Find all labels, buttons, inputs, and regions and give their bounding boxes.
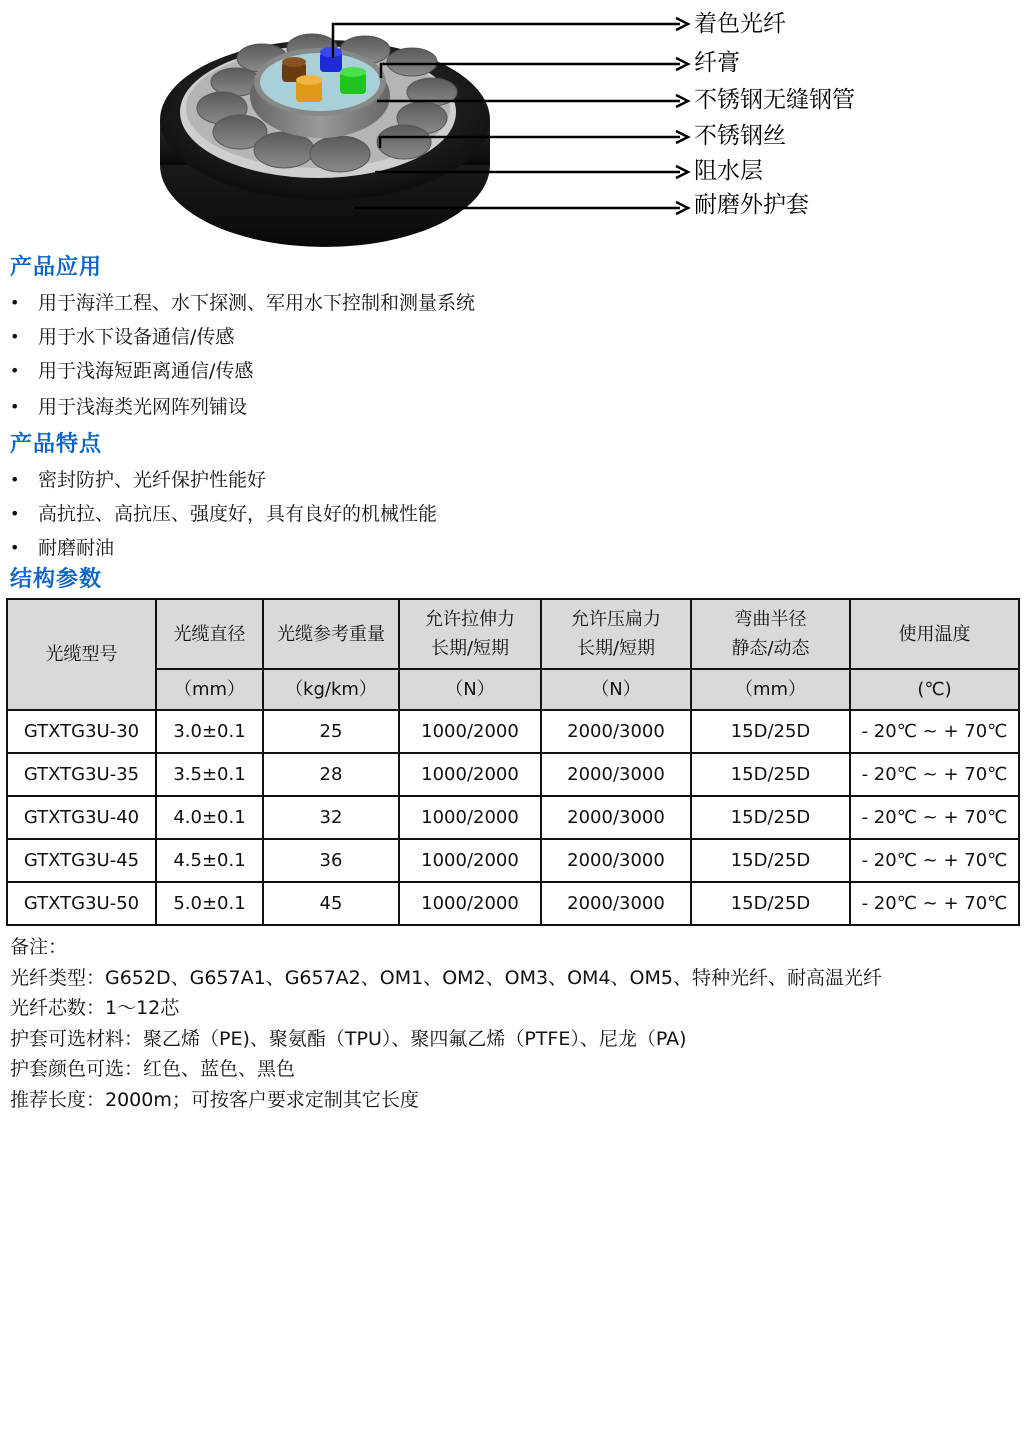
table-row (7, 882, 1019, 925)
cell-bend: 15D/25D (691, 710, 850, 753)
bullet-icon: • (10, 293, 20, 312)
bullet-icon: • (10, 504, 20, 523)
cell-temp: - 20℃ ~ + 70℃ (850, 796, 1019, 839)
cell-crush: 2000/3000 (541, 839, 691, 882)
note-recommended-length: 推荐长度：2000m；可按客户要求定制其它长度 (10, 1088, 419, 1111)
notes-section (10, 932, 882, 1115)
spec-table (6, 598, 1020, 926)
header-weight: 光缆参考重量 (263, 599, 399, 669)
list-item: • 用于浅海类光网阵列铺设 (10, 390, 475, 424)
cell-tensile: 1000/2000 (399, 710, 541, 753)
note-fiber-types: 光纤类型：G652D、G657A1、G657A2、OM1、OM2、OM3、OM4、OM5、特种光纤、耐高温光纤 (10, 966, 882, 989)
cell-weight: 28 (263, 753, 399, 796)
callout-outer-jacket: 耐磨外护套 (694, 192, 809, 218)
note-jacket-colors: 护套颜色可选：红色、蓝色、黑色 (10, 1058, 296, 1080)
notes-title: 备注： (10, 936, 68, 958)
callout-fiber-gel: 纤膏 (694, 50, 740, 76)
note-jacket-materials: 护套可选材料：聚乙烯（PE)、聚氨酯（TPU）、聚四氟乙烯（PTFE）、尼龙（PA) (10, 1027, 687, 1050)
applications-list (10, 286, 475, 424)
bullet-icon: • (10, 361, 20, 380)
cell-weight: 45 (263, 882, 399, 925)
cell-tensile: 1000/2000 (399, 753, 541, 796)
cell-bend: 15D/25D (691, 882, 850, 925)
cell-model: GTXTG3U-30 (7, 710, 156, 753)
list-item: • 高抗拉、高抗压、强度好，具有良好的机械性能 (10, 497, 437, 531)
cell-tensile: 1000/2000 (399, 796, 541, 839)
table-row (7, 796, 1019, 839)
section-title-structure: 结构参数 (10, 567, 103, 592)
list-item: • 用于水下设备通信/传感 (10, 320, 475, 354)
cell-bend: 15D/25D (691, 753, 850, 796)
cell-diameter: 4.0±0.1 (156, 796, 263, 839)
header-temperature: 使用温度 (850, 599, 1019, 669)
list-item: • 用于浅海短距离通信/传感 (10, 354, 475, 388)
cell-bend: 15D/25D (691, 796, 850, 839)
cell-crush: 2000/3000 (541, 882, 691, 925)
cell-weight: 36 (263, 839, 399, 882)
unit-weight: （kg/km） (263, 669, 399, 710)
cell-model: GTXTG3U-40 (7, 796, 156, 839)
cell-crush: 2000/3000 (541, 753, 691, 796)
unit-bend: （mm） (691, 669, 850, 710)
header-crush: 允许压扁力 长期/短期 (541, 599, 691, 669)
cable-illustration (0, 0, 1024, 250)
cell-diameter: 4.5±0.1 (156, 839, 263, 882)
table-row (7, 753, 1019, 796)
cell-diameter: 3.0±0.1 (156, 710, 263, 753)
cell-bend: 15D/25D (691, 839, 850, 882)
unit-temp: (℃) (850, 669, 1019, 710)
cell-temp: - 20℃ ~ + 70℃ (850, 882, 1019, 925)
cell-model: GTXTG3U-35 (7, 753, 156, 796)
bullet-icon: • (10, 327, 20, 346)
cell-weight: 25 (263, 710, 399, 753)
table-row (7, 710, 1019, 753)
unit-diameter: （mm） (156, 669, 263, 710)
cell-model: GTXTG3U-50 (7, 882, 156, 925)
section-title-applications: 产品应用 (10, 255, 103, 280)
table-row (7, 839, 1019, 882)
cell-temp: - 20℃ ~ + 70℃ (850, 753, 1019, 796)
cell-diameter: 3.5±0.1 (156, 753, 263, 796)
list-item: • 用于海洋工程、水下探测、军用水下控制和测量系统 (10, 286, 475, 320)
list-item: • 密封防护、光纤保护性能好 (10, 463, 437, 497)
cell-temp: - 20℃ ~ + 70℃ (850, 839, 1019, 882)
unit-crush: （N） (541, 669, 691, 710)
bullet-icon: • (10, 538, 20, 557)
list-item: • 耐磨耐油 (10, 531, 437, 565)
table-units-row (7, 669, 1019, 710)
bullet-icon: • (10, 397, 20, 416)
header-model: 光缆型号 (7, 599, 156, 710)
callout-steel-wire: 不锈钢丝 (694, 123, 786, 149)
header-tensile: 允许拉伸力 长期/短期 (399, 599, 541, 669)
callout-colored-fiber: 着色光纤 (694, 11, 786, 37)
table-header-row (7, 599, 1019, 669)
cell-diameter: 5.0±0.1 (156, 882, 263, 925)
cell-model: GTXTG3U-45 (7, 839, 156, 882)
cell-temp: - 20℃ ~ + 70℃ (850, 710, 1019, 753)
section-title-features: 产品特点 (10, 432, 103, 457)
cell-tensile: 1000/2000 (399, 882, 541, 925)
header-bend-radius: 弯曲半径 静态/动态 (691, 599, 850, 669)
callout-steel-tube: 不锈钢无缝钢管 (694, 87, 855, 113)
cell-tensile: 1000/2000 (399, 839, 541, 882)
cell-weight: 32 (263, 796, 399, 839)
bullet-icon: • (10, 470, 20, 489)
features-list (10, 463, 437, 565)
cell-crush: 2000/3000 (541, 710, 691, 753)
callout-water-block-layer: 阻水层 (694, 158, 763, 184)
note-fiber-count: 光纤芯数：1～12芯 (10, 997, 180, 1019)
unit-tensile: （N） (399, 669, 541, 710)
header-diameter: 光缆直径 (156, 599, 263, 669)
cell-crush: 2000/3000 (541, 796, 691, 839)
cable-structure-diagram (0, 0, 1024, 250)
